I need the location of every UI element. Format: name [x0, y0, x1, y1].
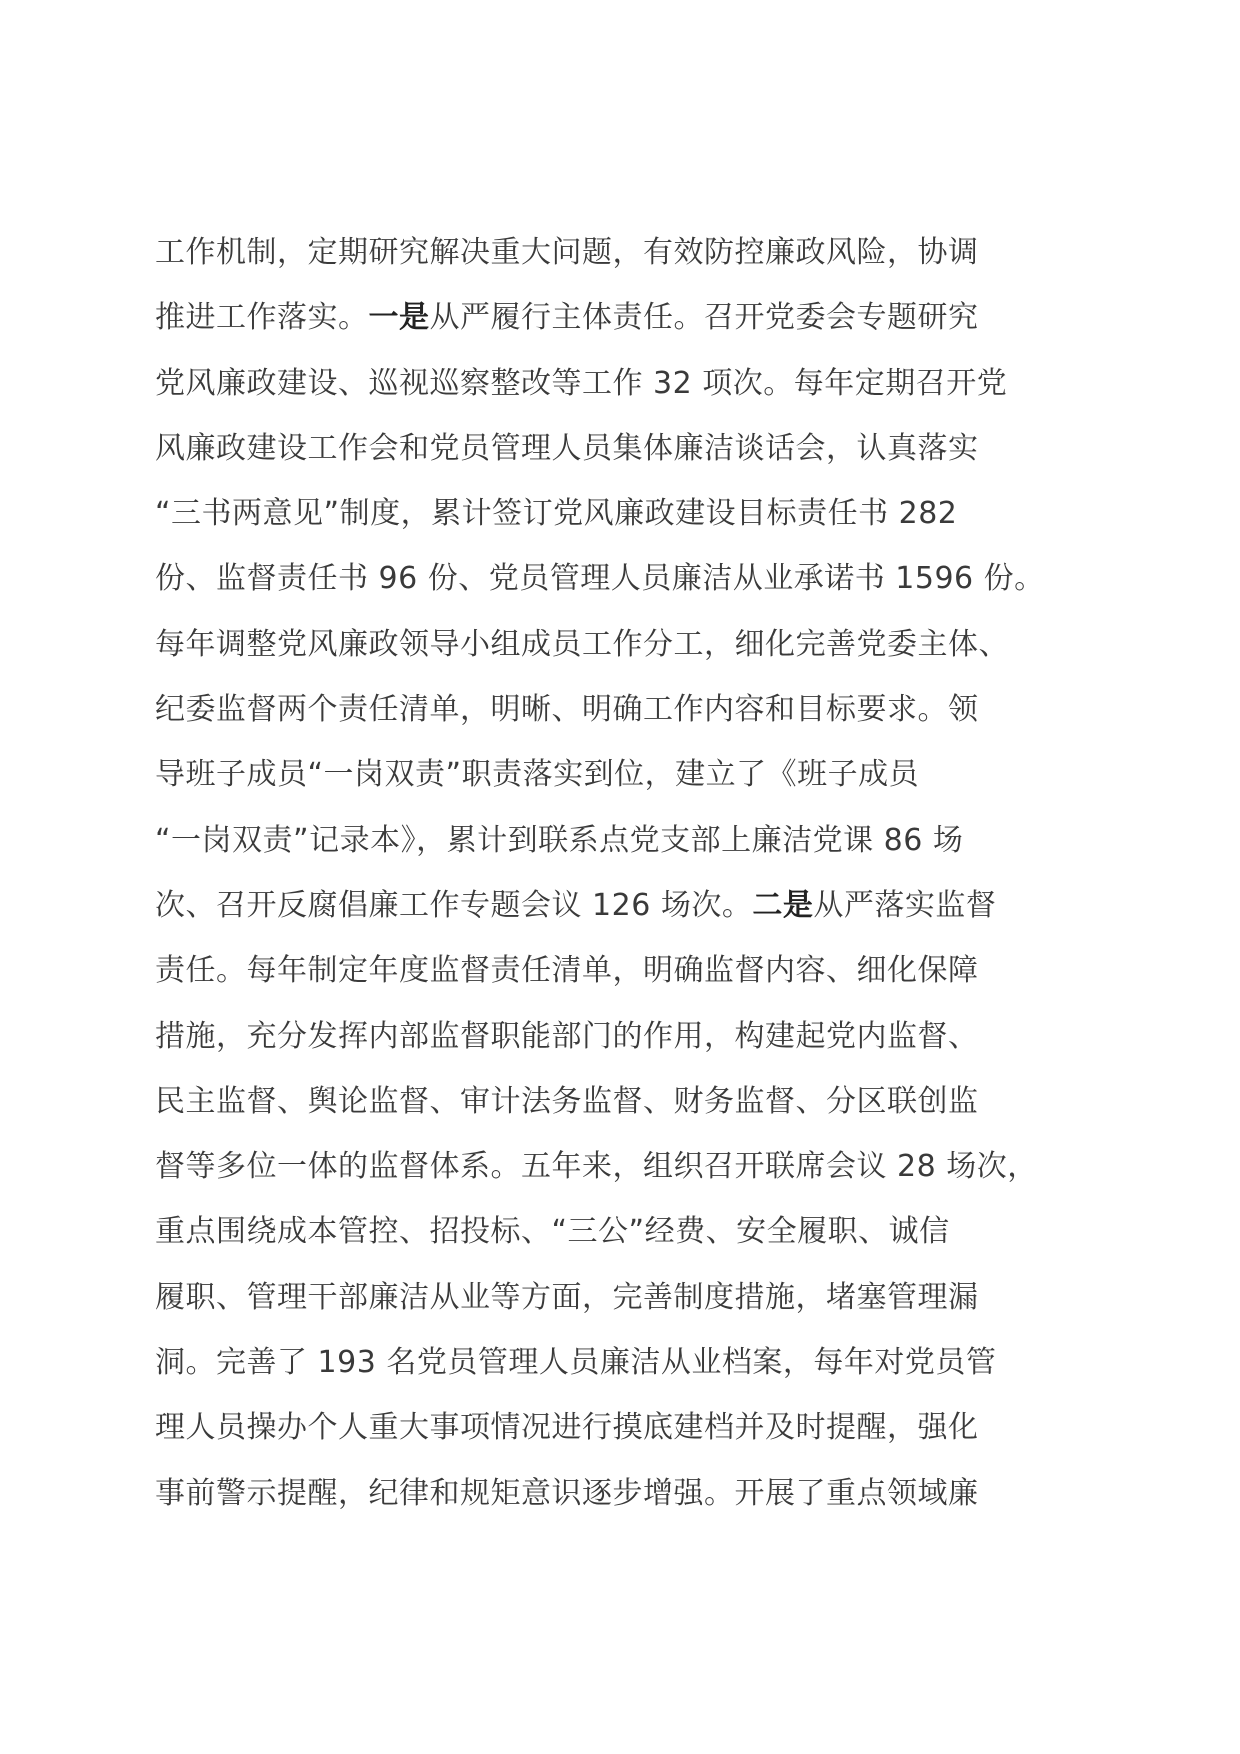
text-segment: 事前警示提醒，纪律和规矩意识逐步增强。开展了重点领域廉 — [155, 1475, 979, 1511]
text-segment: 从严落实监督 — [813, 887, 997, 923]
text-line — [155, 1069, 1115, 1134]
text-line — [155, 1461, 1115, 1526]
text-line — [155, 1004, 1115, 1069]
text-segment: 措施，充分发挥内部监督职能部门的作用，构建起党内监督、 — [155, 1018, 979, 1054]
text-segment: 责任。每年制定年度监督责任清单，明确监督内容、细化保障 — [155, 953, 979, 989]
text-line — [155, 416, 1115, 481]
text-segment: 履职、管理干部廉洁从业等方面，完善制度措施，堵塞管理漏 — [155, 1279, 979, 1315]
text-line — [155, 1265, 1115, 1330]
text-line — [155, 1395, 1115, 1460]
text-segment: 洞。完善了 193 名党员管理人员廉洁从业档案，每年对党员管 — [155, 1345, 997, 1381]
body-text — [155, 220, 1115, 1526]
text-line — [155, 220, 1115, 285]
text-segment: 推进工作落实。 — [155, 300, 369, 336]
text-segment: 风廉政建设工作会和党员管理人员集体廉洁谈话会，认真落实 — [155, 430, 979, 466]
text-segment: “三书两意见”制度，累计签订党风廉政建设目标责任书 282 — [155, 496, 958, 532]
text-segment: 民主监督、舆论监督、审计法务监督、财务监督、分区联创监 — [155, 1083, 979, 1119]
text-line — [155, 742, 1115, 807]
text-line — [155, 677, 1115, 742]
text-segment: 份、监督责任书 96 份、党员管理人员廉洁从业承诺书 1596 份。 — [155, 561, 1045, 597]
text-segment: 从严履行主体责任。召开党委会专题研究 — [429, 300, 979, 336]
text-segment: 每年调整党风廉政领导小组成员工作分工，细化完善党委主体、 — [155, 626, 1009, 662]
text-line — [155, 285, 1115, 350]
text-line — [155, 1199, 1115, 1264]
text-line — [155, 938, 1115, 1003]
text-line — [155, 612, 1115, 677]
text-segment: “一岗双责”记录本》，累计到联系点党支部上廉洁党课 86 场 — [155, 822, 964, 858]
text-line — [155, 481, 1115, 546]
text-segment: 理人员操办个人重大事项情况进行摸底建档并及时提醒，强化 — [155, 1410, 979, 1446]
text-segment: 次、召开反腐倡廉工作专题会议 126 场次。 — [155, 887, 753, 923]
bold-text-segment: 二是 — [752, 887, 814, 923]
text-segment: 党风廉政建设、巡视巡察整改等工作 32 项次。每年定期召开党 — [155, 365, 1008, 401]
text-segment: 导班子成员“一岗双责”职责落实到位，建立了《班子成员 — [155, 757, 920, 793]
text-line — [155, 546, 1115, 611]
text-segment: 工作机制，定期研究解决重大问题，有效防控廉政风险，协调 — [155, 235, 979, 270]
text-segment: 重点围绕成本管控、招投标、“三公”经费、安全履职、诚信 — [155, 1214, 950, 1250]
text-line — [155, 1330, 1115, 1395]
text-line — [155, 351, 1115, 416]
text-segment: 纪委监督两个责任清单，明晰、明确工作内容和目标要求。领 — [155, 692, 979, 728]
text-line — [155, 1134, 1115, 1199]
text-line — [155, 808, 1115, 873]
text-line — [155, 873, 1115, 938]
bold-text-segment: 一是 — [368, 300, 430, 336]
text-segment: 督等多位一体的监督体系。五年来，组织召开联席会议 28 场次， — [155, 1149, 1038, 1185]
